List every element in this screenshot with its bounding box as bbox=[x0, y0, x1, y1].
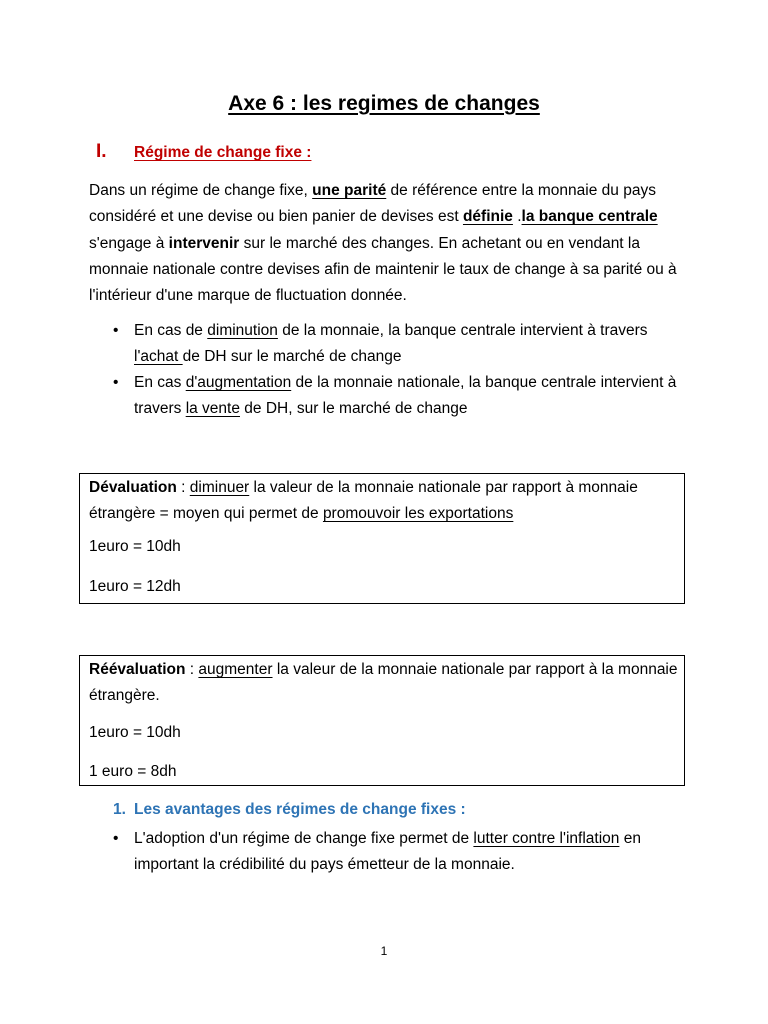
list-item bbox=[113, 370, 693, 421]
list-item bbox=[113, 826, 693, 877]
subsection-number: 1. bbox=[113, 801, 126, 818]
section-number: I. bbox=[96, 141, 107, 162]
subsection-heading bbox=[113, 801, 466, 819]
intro-text: sur le marché des changes. En achetant ou en vendant la monnaie nationale contre devises afin de maintenir le taux de change à sa parité ou à l'intérieur d'une marque de fluctuation donnée. bbox=[89, 234, 677, 305]
revaluation-example-2: 1 euro = 8dh bbox=[89, 763, 177, 780]
bullet-text: L'adoption d'un régime de change fixe permet de bbox=[134, 830, 474, 847]
revaluation-term: Réévaluation bbox=[89, 661, 186, 678]
revaluation-box bbox=[79, 655, 685, 786]
bullet-emphasis: d'augmentation bbox=[185, 374, 292, 391]
intervention-list bbox=[113, 318, 693, 422]
section-heading bbox=[96, 141, 311, 163]
section-title: Régime de change fixe : bbox=[134, 144, 312, 161]
keyword-intervenir: intervenir bbox=[168, 234, 240, 252]
definition-text: la valeur de la monnaie nationale par rapport à monnaie étrangère = moyen qui permet de bbox=[89, 479, 638, 522]
intro-text: Dans un régime de change fixe, bbox=[89, 182, 313, 199]
intro-text: s'engage à bbox=[89, 234, 169, 252]
revaluation-definition bbox=[89, 657, 679, 709]
bullet-text: de DH sur le marché de change bbox=[182, 347, 402, 365]
revaluation-example-1: 1euro = 10dh bbox=[89, 724, 181, 741]
revaluation-verb: augmenter bbox=[198, 661, 273, 678]
subsection-title: Les avantages des régimes de change fixes : bbox=[134, 801, 466, 818]
devaluation-goal: promouvoir les exportations bbox=[322, 505, 514, 522]
keyword-banque-centrale: la banque centrale bbox=[521, 208, 658, 226]
devaluation-definition bbox=[89, 475, 679, 527]
bullet-emphasis: la vente bbox=[185, 399, 240, 417]
devaluation-box bbox=[79, 473, 685, 604]
list-item bbox=[113, 318, 693, 369]
bullet-emphasis: l'achat bbox=[134, 347, 183, 365]
devaluation-example-2: 1euro = 12dh bbox=[89, 578, 181, 595]
keyword-definie: définie bbox=[462, 208, 513, 226]
bullet-text: de DH, sur le marché de change bbox=[239, 399, 468, 417]
advantages-list bbox=[113, 826, 693, 877]
devaluation-verb: diminuer bbox=[189, 479, 250, 496]
document-title: Axe 6 : les regimes de changes bbox=[228, 92, 540, 115]
devaluation-example-1: 1euro = 10dh bbox=[89, 538, 181, 555]
intro-paragraph bbox=[89, 178, 689, 309]
bullet-text: En cas bbox=[134, 374, 186, 391]
separator: : bbox=[185, 661, 199, 678]
devaluation-term: Dévaluation bbox=[89, 479, 177, 496]
bullet-emphasis: lutter contre l'inflation bbox=[473, 830, 620, 847]
keyword-parite: une parité bbox=[312, 182, 387, 199]
bullet-text: de la monnaie, la banque centrale intervient à travers bbox=[277, 322, 648, 339]
bullet-emphasis: diminution bbox=[207, 322, 278, 339]
definition-text: la valeur de la monnaie nationale par rapport à la monnaie étrangère. bbox=[89, 661, 678, 704]
intro-text: . bbox=[512, 208, 522, 226]
page-number: 1 bbox=[380, 944, 388, 958]
separator: : bbox=[176, 479, 190, 496]
intro-text: de référence entre la monnaie du pays considéré et une devise ou bien panier de devises est bbox=[89, 182, 656, 226]
bullet-text: de la monnaie nationale, la banque centrale intervient à travers bbox=[134, 374, 677, 417]
bullet-text: En cas de bbox=[134, 322, 208, 339]
bullet-text: en important la crédibilité du pays émetteur de la monnaie. bbox=[134, 830, 641, 873]
